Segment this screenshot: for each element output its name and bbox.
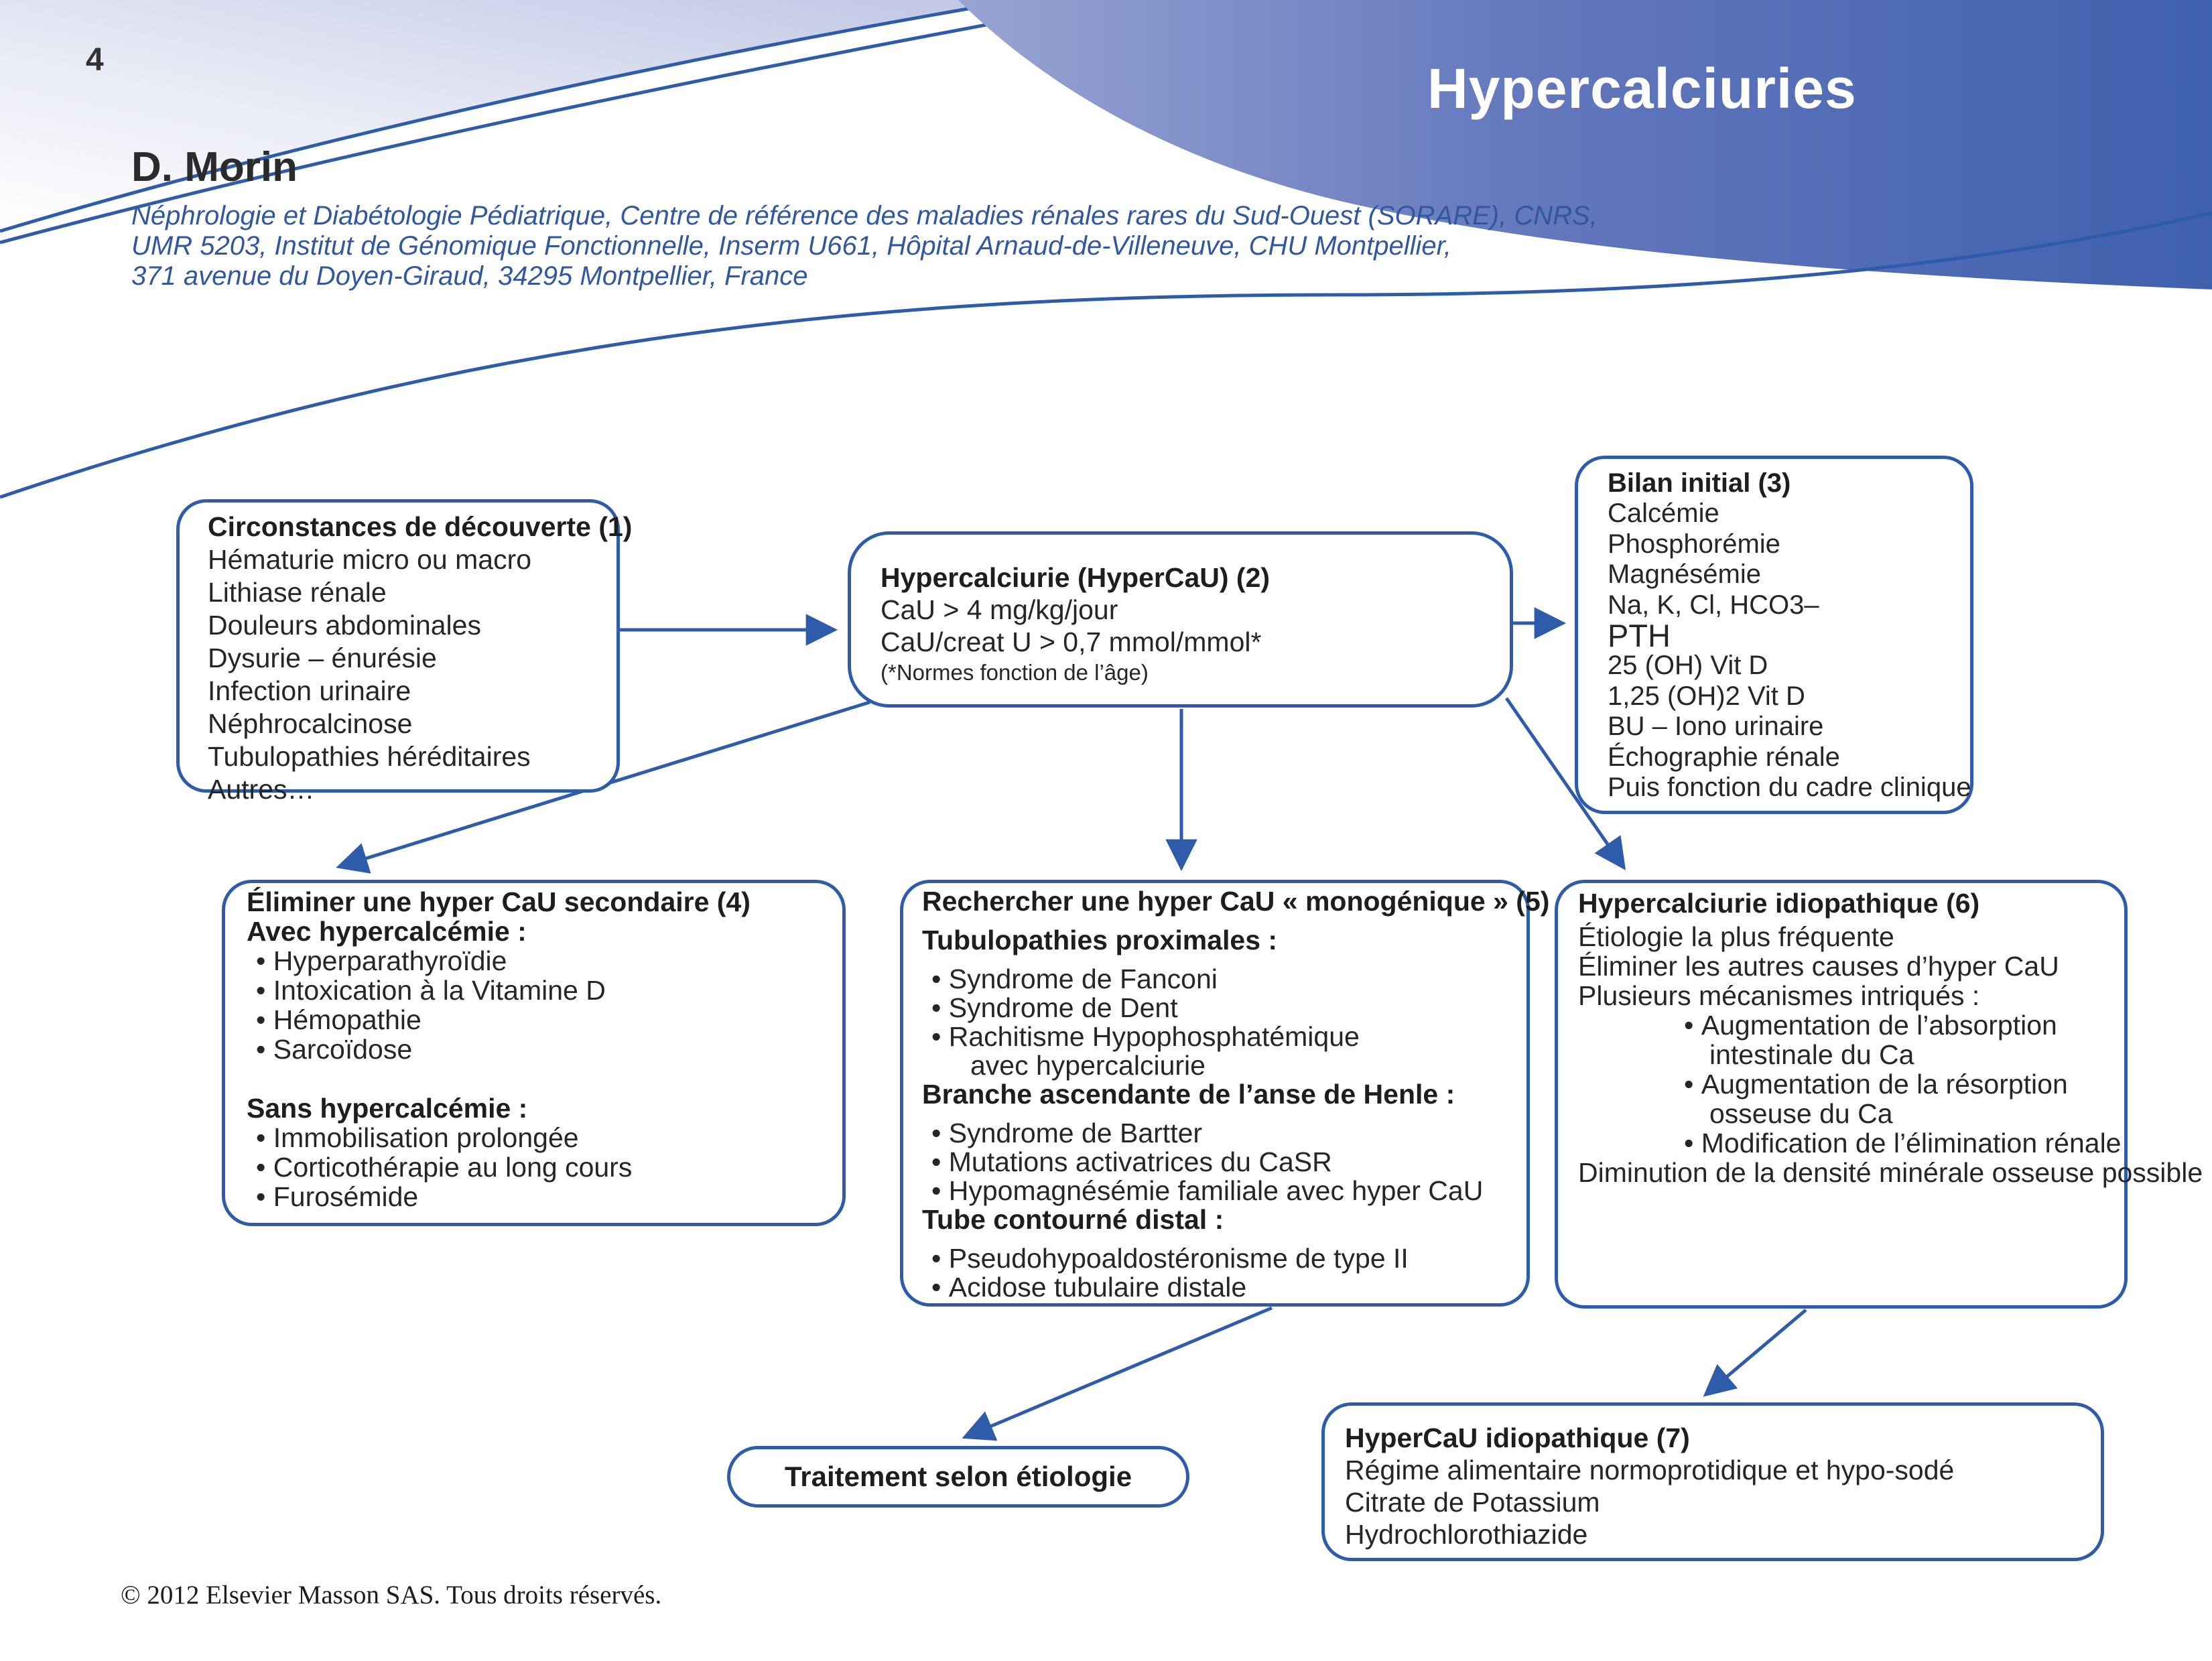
list-item: • Rachitisme Hypophosphatémique xyxy=(922,1022,1526,1051)
box-subtitle: Avec hypercalcémie : xyxy=(247,916,527,947)
box-subtitle: Sans hypercalcémie : xyxy=(247,1093,528,1124)
list-item: Lithiase rénale xyxy=(208,577,387,608)
list-item: Phosphorémie xyxy=(1608,529,1780,559)
list-item: • Pseudohypoaldostéronisme de type II xyxy=(922,1244,1526,1273)
author-name: D. Morin xyxy=(131,144,298,190)
list-item: • Syndrome de Fanconi xyxy=(922,965,1526,994)
list-item: • Acidose tubulaire distale xyxy=(922,1273,1526,1302)
list-item: • Mutations activatrices du CaSR xyxy=(922,1148,1526,1177)
list-item: Hématurie micro ou macro xyxy=(208,544,532,575)
list-item: Tubulopathies héréditaires xyxy=(208,741,531,772)
list-item-continuation: avec hypercalciurie xyxy=(970,1050,1206,1081)
list-item: CaU/creat U > 0,7 mmol/mmol* xyxy=(881,626,1262,657)
list-item: • Augmentation de la résorption xyxy=(1578,1069,2124,1099)
list-item: 1,25 (OH)2 Vit D xyxy=(1608,681,1805,711)
list-item: Douleurs abdominales xyxy=(208,610,481,641)
list-item: CaU > 4 mg/kg/jour xyxy=(881,594,1118,625)
list-item: Néphrocalcinose xyxy=(208,708,413,739)
box-treatment-by-etiology xyxy=(727,1446,1189,1508)
box-monogenic-hypercalciuria xyxy=(900,880,1550,1307)
box-subtitle: Tubulopathies proximales : xyxy=(922,925,1278,955)
list-item: BU – Iono urinaire xyxy=(1608,712,1824,742)
box-title: Éliminer une hyper CaU secondaire (4) xyxy=(247,886,751,917)
list-item: Na, K, Cl, HCO3– xyxy=(1608,590,1819,620)
author-affiliation xyxy=(131,201,1598,291)
list-item-continuation: osseuse du Ca xyxy=(1709,1098,1893,1129)
spacer xyxy=(247,1064,842,1093)
affiliation-line: 371 avenue du Doyen-Giraud, 34295 Montpellier, France xyxy=(131,261,808,291)
list-item: Dysurie – énurésie xyxy=(208,643,437,673)
list-item: Autres… xyxy=(208,774,315,805)
box-title: HyperCaU idiopathique (7) xyxy=(1345,1422,1690,1453)
box-subtitle: Branche ascendante de l’anse de Henle : xyxy=(922,1079,1455,1110)
box-idiopathic-hypercalciuria xyxy=(1555,880,2203,1309)
list-item: • Intoxication à la Vitamine D xyxy=(247,976,842,1005)
list-item: • Hypomagnésémie familiale avec hyper CaU xyxy=(922,1177,1526,1205)
page-number: 4 xyxy=(86,42,104,78)
page-title: Hypercalciuries xyxy=(1427,57,1857,120)
list-item: Magnésémie xyxy=(1608,559,1762,590)
list-item: Calcémie xyxy=(1608,499,1719,529)
arrow-idiopathic-to-idiopathic-treatment xyxy=(1707,1310,1806,1394)
list-item: Étiologie la plus fréquente xyxy=(1578,921,1894,952)
box-title: Hypercalciurie idiopathique (6) xyxy=(1578,888,1980,919)
list-item: • Syndrome de Bartter xyxy=(922,1119,1526,1148)
list-item: • Hémopathie xyxy=(247,1005,842,1035)
box-hypercalciuria-definition xyxy=(848,531,1513,708)
list-item: • Syndrome de Dent xyxy=(922,994,1526,1022)
box-title: Rechercher une hyper CaU « monogénique » (5) xyxy=(922,886,1550,917)
list-item: Puis fonction du cadre clinique xyxy=(1608,773,1971,803)
affiliation-line: UMR 5203, Institut de Génomique Fonctionnelle, Inserm U661, Hôpital Arnaud-de-Villeneuve, CHU Montpellier, xyxy=(131,231,1451,261)
box-title: Hypercalciurie (HyperCaU) (2) xyxy=(881,562,1271,593)
list-item: Diminution de la densité minérale osseuse possible xyxy=(1578,1157,2203,1188)
box-subtitle: Tube contourné distal : xyxy=(922,1204,1224,1235)
box-secondary-hypercalciuria xyxy=(222,880,846,1226)
footnote: (*Normes fonction de l’âge) xyxy=(881,660,1149,685)
list-item: Régime alimentaire normoprotidique et hypo-sodé xyxy=(1345,1455,1955,1485)
box-title: Circonstances de découverte (1) xyxy=(208,511,633,542)
list-item: Infection urinaire xyxy=(208,675,411,706)
list-item: • Hyperparathyroïdie xyxy=(247,946,842,976)
list-item: 25 (OH) Vit D xyxy=(1608,651,1768,681)
box-initial-workup xyxy=(1575,456,1973,814)
list-item: Échographie rénale xyxy=(1608,742,1840,772)
list-item: Éliminer les autres causes d’hyper CaU xyxy=(1578,951,2059,982)
list-item: PTH xyxy=(1608,618,1671,654)
affiliation-line: Néphrologie et Diabétologie Pédiatrique, Centre de référence des maladies rénales rares du Sud-Ouest (SORARE), CNRS, xyxy=(131,201,1598,230)
arrow-monogenic-to-treatment xyxy=(966,1308,1272,1437)
box-title: Traitement selon étiologie xyxy=(784,1461,1132,1492)
box-circumstances-of-discovery xyxy=(176,499,633,805)
box-title: Bilan initial (3) xyxy=(1608,468,1791,498)
box-idiopathic-hypercau-treatment xyxy=(1321,1402,2104,1561)
list-item: Hydrochlorothiazide xyxy=(1345,1519,1588,1550)
copyright-notice: © 2012 Elsevier Masson SAS. Tous droits réservés. xyxy=(121,1581,662,1609)
list-item: • Sarcoïdose xyxy=(247,1035,842,1064)
list-item: Citrate de Potassium xyxy=(1345,1487,1600,1518)
list-item: • Modification de l’élimination rénale xyxy=(1578,1128,2124,1158)
list-item: • Corticothérapie au long cours xyxy=(247,1152,842,1182)
list-item-continuation: intestinale du Ca xyxy=(1709,1039,1914,1070)
list-item: • Furosémide xyxy=(247,1182,842,1211)
header-band-shape xyxy=(0,0,1019,231)
list-item: • Augmentation de l’absorption xyxy=(1578,1010,2124,1040)
list-item: Plusieurs mécanismes intriqués : xyxy=(1578,980,1980,1011)
list-item: • Immobilisation prolongée xyxy=(247,1123,842,1152)
